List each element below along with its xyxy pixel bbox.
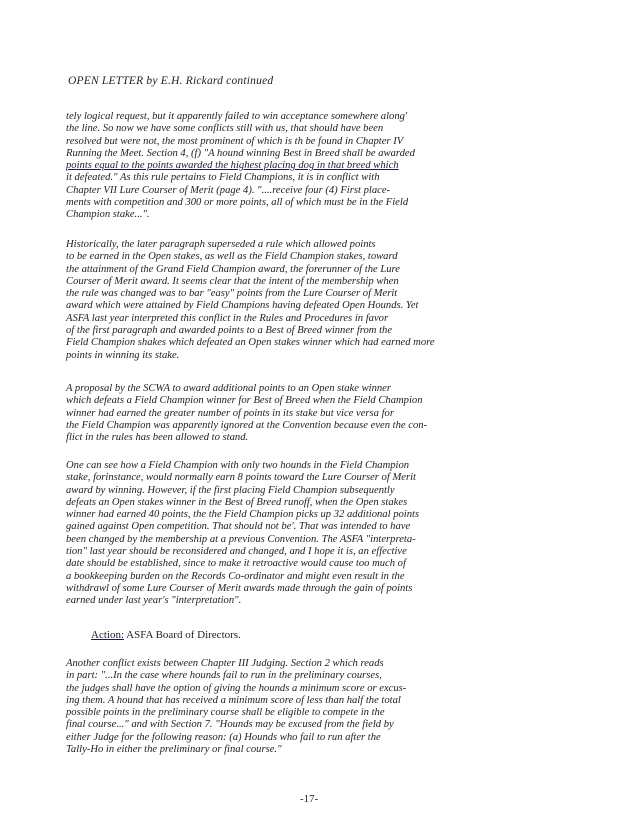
text-line: One can see how a Field Champion with only two hounds in the Field Champion	[66, 460, 410, 471]
text-line: the line. So now we have some conflicts still with us, that should have been	[66, 123, 384, 135]
text-line: the rule was changed was to bar "easy" points from the Lure Courser of Merit	[66, 288, 398, 300]
paragraph-3	[66, 383, 427, 444]
text-line: tely logical request, but it apparently failed to win acceptance somewhere along'	[66, 111, 408, 122]
text-line: award by winning. However, if the first placing Field Champion subsequently	[66, 484, 395, 496]
text-line: date should be established, since to make it retroactive would cause too much of	[66, 558, 406, 570]
paragraph-1	[66, 111, 415, 222]
document-header: OPEN LETTER by E.H. Rickard continued	[68, 75, 274, 87]
text-line: Historically, the later paragraph superseded a rule which allowed points	[66, 239, 376, 250]
text-line: which defeats a Field Champion winner for Best of Breed when the Field Champion	[66, 395, 423, 407]
text-line: in part: "...In the case where hounds fail to run in the preliminary courses,	[66, 670, 382, 682]
text-line: to be earned in the Open stakes, as well as the Field Champion stakes, toward	[66, 251, 398, 263]
text-line: winner had earned the greater number of points in its stake but vice versa for	[66, 407, 394, 419]
action-line	[91, 629, 241, 641]
text-line: points equal to the points awarded the highest placing dog in that breed which	[66, 160, 399, 172]
text-line: the Field Champion was apparently ignored at the Convention because even the con-	[66, 419, 428, 431]
text-line: Running the Meet. Section 4, (f) "A hound winning Best in Breed shall be awarded	[66, 147, 415, 159]
text-line: A proposal by the SCWA to award additional points to an Open stake winner	[66, 383, 392, 394]
text-line: earned under last year's "interpretation".	[66, 595, 242, 607]
text-line: the attainment of the Grand Field Champion award, the forerunner of the Lure	[66, 263, 400, 275]
text-line: been changed by the membership at a previous Convention. The ASFA "interpreta-	[66, 533, 416, 545]
text-line: the judges shall have the option of giving the hounds a minimum score or excus-	[66, 682, 407, 694]
text-line: resolved but were not, the most prominent of which is th be found in Chapter IV	[66, 135, 404, 147]
text-line: withdrawl of some Lure Courser of Merit awards made through the gain of points	[66, 582, 413, 594]
text-line: Champion stake...".	[66, 209, 150, 221]
text-line: either Judge for the following reason: (a) Hounds who fail to run after the	[66, 731, 381, 743]
text-line: a bookkeeping burden on the Records Co-ordinator and might even result in the	[66, 570, 405, 582]
text-line: Field Champion shakes which defeated an Open stakes winner which had earned more	[66, 337, 435, 349]
text-line: it defeated." As this rule pertains to Field Champions, it is in conflict with	[66, 172, 380, 184]
text-line: tion" last year should be reconsidered and changed, and I hope it is, an effective	[66, 546, 407, 558]
text-line: ments with competition and 300 or more points, all of which must be in the Field	[66, 197, 409, 209]
text-line: of the first paragraph and awarded points to a Best of Breed winner from the	[66, 325, 393, 337]
action-label: Action:	[91, 629, 124, 641]
text-line: defeats an Open stakes winner in the Best of Breed runoff, when the Open stakes	[66, 496, 408, 508]
page-number: -17-	[300, 793, 319, 805]
text-line: award which were attained by Field Champions having defeated Open Hounds. Yet	[66, 300, 419, 312]
text-line: winner had earned 40 points, the the Field Champion picks up 32 additional points	[66, 509, 420, 521]
paragraph-5	[66, 658, 406, 756]
text-line: Another conflict exists between Chapter III Judging. Section 2 which reads	[66, 658, 384, 669]
text-line: stake, forinstance, would normally earn 8 points toward the Lure Courser of Merit	[66, 472, 416, 484]
text-line: possible points in the preliminary course shall be eligible to compete in the	[66, 707, 385, 719]
text-line: final course..." and with Section 7. "Hounds may be excused from the field by	[66, 719, 394, 731]
text-line: Chapter VII Lure Courser of Merit (page 4). "....receive four (4) First place-	[66, 184, 391, 196]
text-line: flict in the rules has been allowed to stand.	[66, 432, 249, 444]
text-line: gained against Open competition. That should not be'. That was intended to have	[66, 521, 411, 533]
paragraph-4	[66, 460, 419, 608]
paragraph-2	[66, 239, 435, 362]
text-line: ASFA last year interpreted this conflict in the Rules and Procedures in favor	[66, 312, 389, 324]
text-line: Courser of Merit award. It seems clear that the intent of the membership when	[66, 275, 399, 287]
text-line: points in winning its stake.	[66, 349, 180, 361]
action-text: ASFA Board of Directors.	[124, 629, 241, 641]
text-line: ing them. A hound that has received a minimum score of less than half the total	[66, 694, 401, 706]
text-line: Tally-Ho in either the preliminary or final course."	[66, 744, 282, 756]
